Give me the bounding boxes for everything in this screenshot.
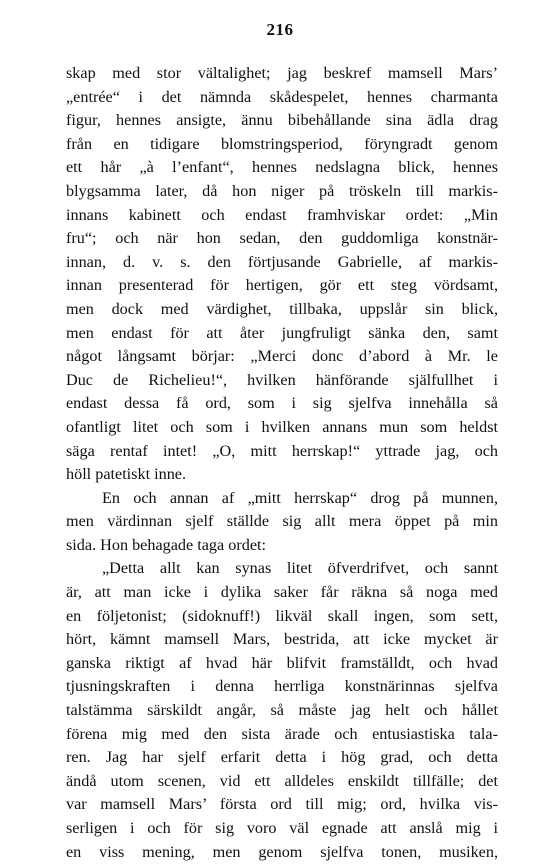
body-text [66, 62, 498, 864]
text-line: sida. Hon behagade taga ordet: [66, 535, 267, 554]
text-line: ett hår „à l’enfant“, hennes nedslagna blick, hennes [66, 158, 498, 177]
text-line: något långsamt börjar: „Merci donc d’abord à Mr. le [66, 347, 498, 366]
text-line: är, att man icke i dylika saker får räkna så noga med [66, 583, 498, 602]
text-line: fru“; och när hon sedan, den guddomliga konstnär- [66, 229, 498, 248]
text-line: Duc de Richelieu!“, hvilken hänförande själfullhet i [66, 370, 498, 389]
text-line: endast dessa få ord, som i sig sjelfva innehålla så [66, 394, 498, 413]
text-line: „entrée“ i det nämnda skådespelet, hennes charmanta [66, 87, 498, 106]
text-line: förena mig med den sista ärade och entusiastiska tala- [66, 724, 498, 743]
text-line: från en tidigare blomstringsperiod, föryngradt genom [66, 134, 498, 153]
text-line: men endast för att åter jungfruligt sänka den, samt [66, 323, 498, 342]
text-line: men värdinnan sjelf ställde sig allt mera öppet på min [66, 512, 498, 531]
text-line: ganska riktigt af hvad här blifvit framställdt, och hvad [66, 653, 498, 672]
text-line: hört, kämnt mamsell Mars, bestrida, att icke mycket är [66, 630, 498, 649]
page-number: 216 [266, 20, 294, 39]
text-line: „Detta allt kan synas litet öfverdrifvet, och sannt [102, 559, 498, 578]
text-line: innans kabinett och endast framhviskar ordet: „Min [66, 205, 498, 224]
text-line: innan, d. v. s. den förtjusande Gabrielle, af markis- [66, 252, 498, 271]
text-line: tjusningskraften i denna herrliga konstnärinnas sjelfva [66, 677, 498, 696]
text-line: en viss mening, men genom sjelfva tonen, musiken, [66, 842, 498, 861]
text-line: blygsamma later, då hon niger på tröskeln till markis- [66, 181, 498, 200]
text-line: figur, hennes ansigte, ännu bibehållande sina ädla drag [66, 111, 498, 130]
text-line: talstämma särskildt angår, så måste jag helt och hållet [66, 701, 498, 720]
text-line: men dock med värdighet, tillbaka, uppslår sin blick, [66, 299, 498, 318]
text-line: en följetonist; (sidoknuff!) likväl skall ingen, som sett, [66, 606, 498, 625]
text-line: innan presenterad för hertigen, gör ett steg vördsamt, [66, 276, 498, 295]
text-line: säga rentaf intet! „O, mitt herrskap!“ yttrade jag, och [66, 441, 498, 460]
text-line: var mamsell Mars’ första ord till mig; ord, hvilka vis- [66, 795, 498, 814]
text-line: ren. Jag har sjelf erfarit detta i hög grad, och detta [66, 748, 498, 767]
text-line: serligen i och för sig voro väl egnade att anslå mig i [66, 819, 498, 837]
text-line: ändå utom scenen, vid ett alldeles enskildt tillfälle; det [66, 771, 498, 790]
text-line: ofantligt litet och som i hvilken annans mun som heldst [66, 417, 498, 436]
text-line: höll patetiskt inne. [66, 465, 187, 484]
text-line: En och annan af „mitt herrskap“ drog på munnen, [102, 488, 498, 507]
text-line: skap med stor vältalighet; jag beskref mamsell Mars’ [66, 64, 498, 82]
